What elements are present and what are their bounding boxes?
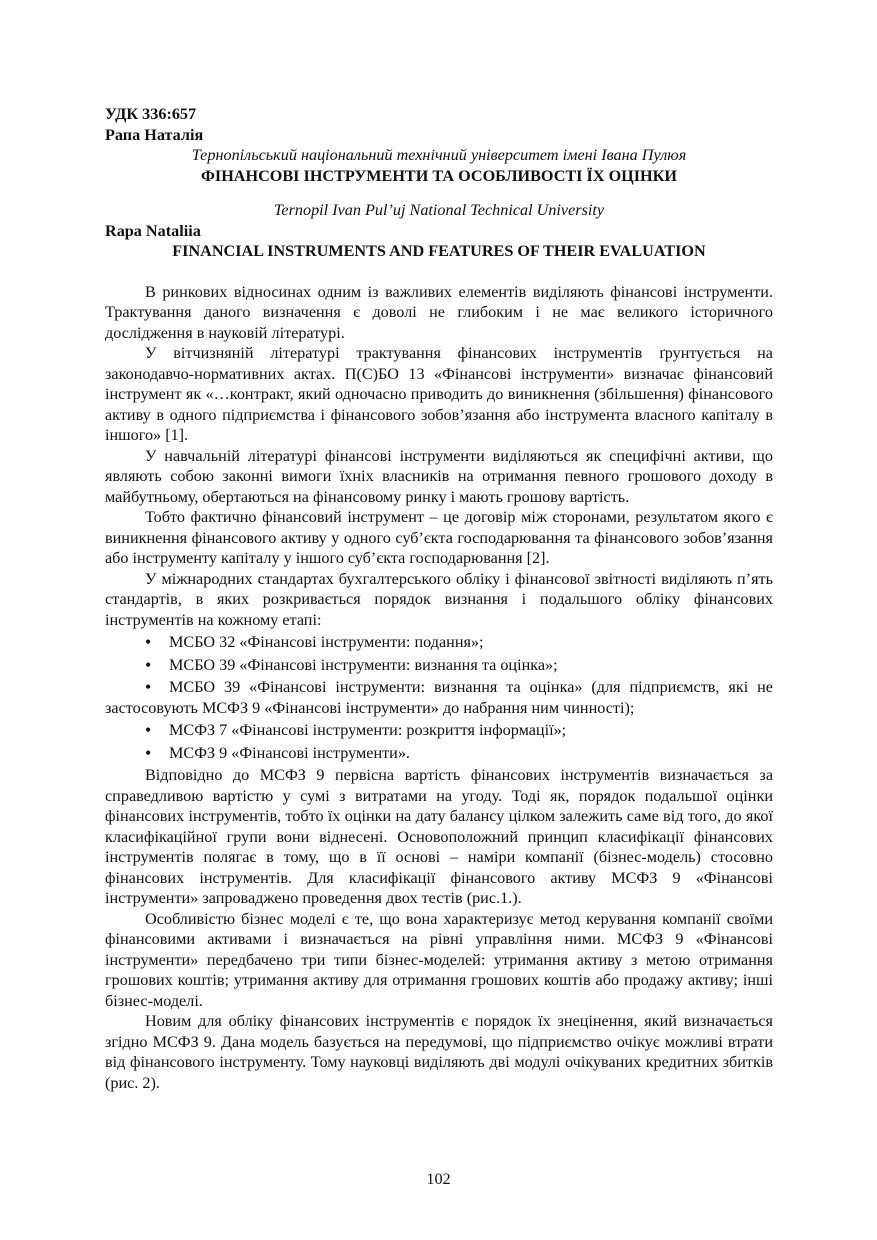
paragraph-1: В ринкових відносинах одним із важливих елементів виділяють фінансові інструменти. Трактування даного визначення є доволі не глибоким і не має великого історичного дослідження в науковій літературі. — [105, 282, 773, 342]
paragraph-3: У навчальній літературі фінансові інструменти виділяються як специфічні активи, що являють собою законні вимоги їхніх власників на отримання певного грошового доходу в майбутньому, обертаються на фінансовому ринку і мають грошову вартість. — [105, 446, 773, 506]
list-item: • МСБО 39 «Фінансові інструменти: визнання та оцінка»; — [105, 655, 773, 676]
paragraph-8: Новим для обліку фінансових інструментів є порядок їх знецінення, який визначається згідно МСФЗ 9. Дана модель базується на передумові, що підприємство очікує можливі втрати від фінансового інструменту. Тому науковці виділяють дві модулі очікуваних кредитних збитків (рис. 2). — [105, 1012, 773, 1092]
standards-list — [105, 632, 773, 763]
affiliation-en: Ternopil Ivan Pul’uj National Technical University — [273, 201, 605, 219]
paragraph-2: У вітчизняній літературі трактування фінансових інструментів ґрунтується на законодавчо-нормативних актах. П(С)БО 13 «Фінансові інструменти» визначає фінансовий інструмент як «…контракт, який одночасно приводить до виникнення (збільшення) фінансового активу в одного підприємства і фінансового зобов’язання або інструмента власного капіталу в іншого» [1]. — [105, 344, 773, 444]
udc-code: УДК 336:657 — [105, 105, 197, 123]
paragraph-5: У міжнародних стандартах бухгалтерського обліку і фінансової звітності виділяють п’ять стандартів, в яких розкривається порядок визнання і подальшого обліку фінансових інструментів на кожному етапі: — [105, 569, 773, 629]
paragraph-6: Відповідно до МСФЗ 9 первісна вартість фінансових інструментів визначається за справедливою вартістю у сумі з витратами на угоду. Тоді як, порядок подальшої оцінки фінансових інструментів, тобто їх оцінки на дату балансу цілком залежить саме від того, до якої класифікаційної групи вони віднесені. Основоположний принцип класифікації фінансових інструментів полягає в тому, що в її основі – наміри компанії (бізнес-модель) стосовно фінансових інструментів. Для класифікації фінансового активу МСФЗ 9 «Фінансові інструменти» запроваджено проведення двох тестів (рис.1.). — [105, 766, 773, 907]
affiliation-ua: Тернопільський національний технічний університет імені Івана Пулюя — [191, 146, 687, 164]
paper-title-ua: ФІНАНСОВІ ІНСТРУМЕНТИ ТА ОСОБЛИВОСТІ ЇХ ОЦІНКИ — [201, 166, 677, 185]
list-item: • МСБО 32 «Фінансові інструменти: подання»; — [105, 632, 773, 653]
list-item: • МСБО 39 «Фінансові інструменти: визнання та оцінка» (для підприємств, які не застосовують МСФЗ 9 «Фінансові інструменти» до набрання ним чинності); — [105, 677, 773, 718]
paragraph-7: Особливістю бізнес моделі є те, що вона характеризує метод керування компанії своїми фінансовими активами і визначається на рівні управління ними. МСФЗ 9 «Фінансові інструменти» передбачено три типи бізнес-моделей: утримання активу з метою отримання грошових коштів; утримання активу для отримання грошових коштів або продажу активу; інші бізнес-моделі. — [105, 909, 773, 1010]
paper-page — [105, 104, 773, 1093]
list-item: • МСФЗ 9 «Фінансові інструменти». — [105, 743, 773, 764]
author-name-ua: Рапа Наталія — [105, 125, 204, 144]
author-name-en: Rapa Nataliia — [105, 221, 201, 240]
paragraph-4: Тобто фактично фінансовий інструмент – це договір між сторонами, результатом якого є виникнення фінансового активу у одного суб’єкта господарювання та фінансового зобов’язання або інструменту капіталу у іншого суб’єкта господарювання [2]. — [105, 508, 773, 567]
spacer — [105, 186, 773, 200]
spacer — [105, 262, 773, 282]
paper-title-en: FINANCIAL INSTRUMENTS AND FEATURES OF THEIR EVALUATION — [172, 242, 706, 260]
list-item: • МСФЗ 7 «Фінансові інструменти: розкриття інформації»; — [105, 720, 773, 741]
page-number: 102 — [426, 1170, 451, 1188]
